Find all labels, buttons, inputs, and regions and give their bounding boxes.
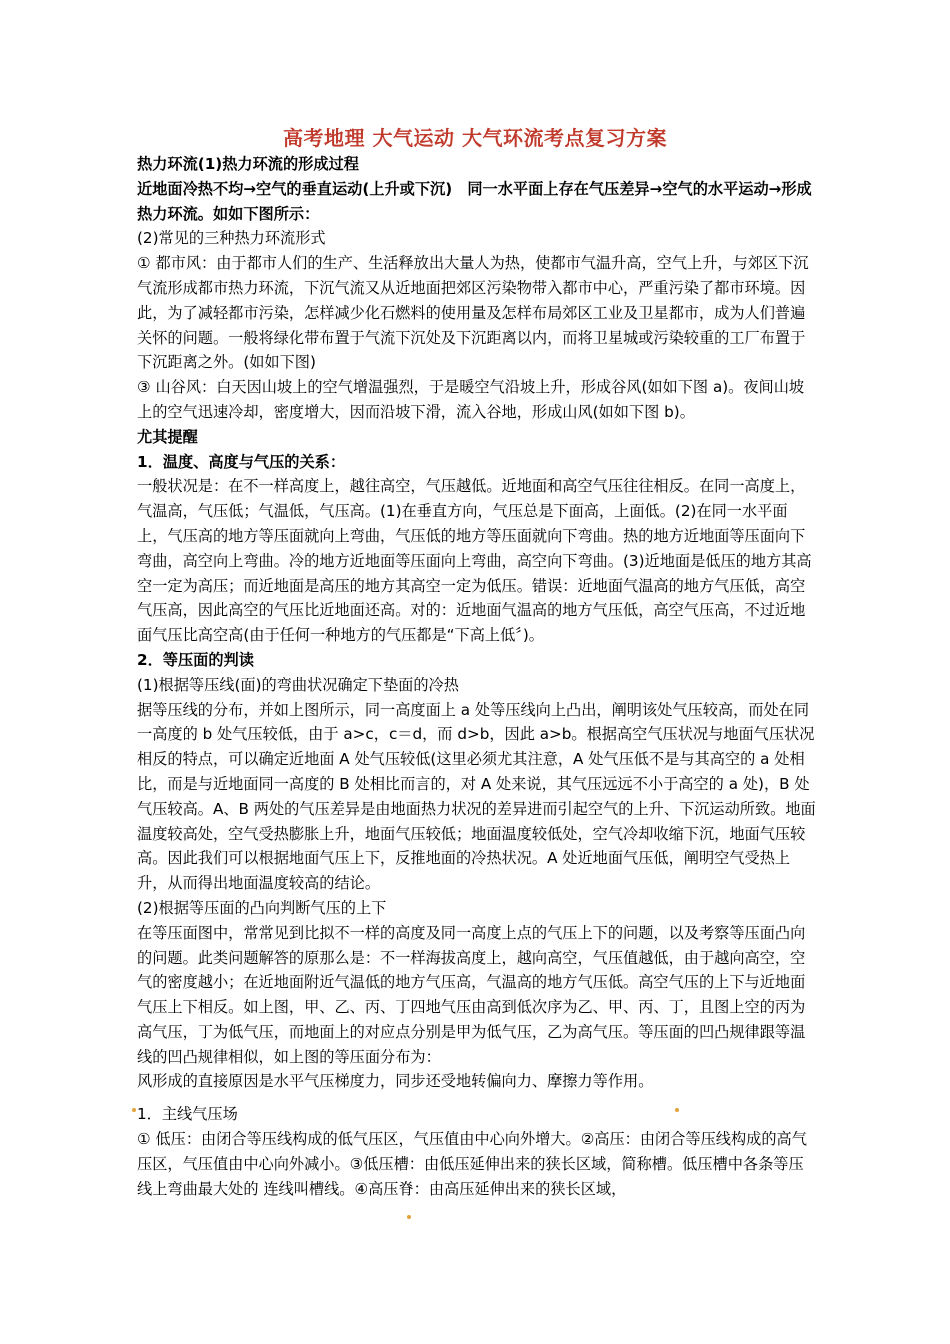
section-heading-thermal-circulation: 热力环流(1)热力环流的形成过程 (137, 155, 359, 173)
document-body (137, 152, 817, 1201)
edit-mark (407, 1215, 411, 1219)
paragraph-formation-process: 近地面冷热不均→空气的垂直运动(上升或下沉) 同一水平面上存在气压差异→空气的水平运动→形成热力环流。如如下图所示： (137, 179, 812, 223)
heading-temp-height-pressure: 1．温度、高度与气压的关系： (137, 452, 346, 471)
heading-isobaric-reading: 2．等压面的判读 (137, 650, 254, 669)
paragraph-isobaric-chart: 在等压面图中，常常见到比拟不一样的高度及同一高度上点的气压上下的问题，以及考察等压面凸向的问题。此类问题解答的原那么是：不一样海拔高度上，越向高空，气压值越低，由于越向高空，空气的密度越小；在近地面附近气温低的地方气压高，气温高的地方气压低。高空气压的上下与近地面气压上下相反。如上图，甲、乙、丙、丁四地气压由高到低次序为乙、甲、丙、丁，且图上空的丙为高气压，丁为低气压，而地面上的对应点分别是甲为低气压，乙为高气压。等压面的凹凸规律跟等温线的凹凸规律相似，如上图的等压面分布为： (137, 923, 806, 1066)
paragraph-wind-cause: 风形成的直接原因是水平气压梯度力，同步还受地转偏向力、摩擦力等作用。 (137, 1072, 654, 1091)
edit-mark (675, 1108, 679, 1112)
subheading-three-forms: (2)常见的三种热力环流形式 (137, 229, 326, 248)
heading-basic-pressure-field: 1．主线气压场 (137, 1105, 238, 1124)
paragraph-pressure-systems: ① 低压：由闭合等压线构成的低气压区，气压值由中心向外增大。②高压：由闭合等压线构成的高气压区，气压值由中心向外减小。③低压槽：由低压延伸出来的狭长区域，简称槽。低压槽中各条等压线上弯曲最大处的 连线叫槽线。④高压脊：由高压延伸出来的狭长区域， (137, 1130, 807, 1198)
paragraph-isobar-distribution: 据等压线的分布，并如上图所示，同一高度面上 a 处等压线向上凸出，阐明该处气压较高，而处在同一高度的 b 处气压较低，由于 a>c，c＝d，而 d>b，因此 a>b。根据高空气压状况与地面气压状况相反的特点，可以确定近地面 A 处气压较低(这里必须尤其注意，A 处气压低不是与其高空的 a 处相比，而是与近地面同一高度的 B 处相比而言的，对 A 处来说，其气压远远不小于高空的 a 处)，B 处气压较高。A、B 两处的气压差异是由地面热力状况的差异进而引起空气的上升、下沉运动所致。地面温度较高处，空气受热膨胀上升，地面气压较低；地面温度较低处，空气冷却收缩下沉，地面气压较高。因此我们可以根据地面气压上下，反推地面的冷热状况。A 处近地面气压低，阐明空气受热上升，从而得出地面温度较高的结论。 (137, 700, 816, 893)
subheading-isobar-bending: (1)根据等压线(面)的弯曲状况确定下垫面的冷热 (137, 675, 459, 694)
heading-special-reminder: 尤其提醒 (137, 427, 198, 446)
paragraph-valley-wind: ③ 山谷风：白天因山坡上的空气增温强烈，于是暖空气沿坡上升，形成谷风(如如下图 a)。夜间山坡上的空气迅速冷却，密度增大，因而沿坡下滑，流入谷地，形成山风(如如下图 b)。 (137, 378, 805, 421)
subheading-convex-direction: (2)根据等压面的凸向判断气压的上下 (137, 898, 387, 917)
edit-mark (132, 1108, 136, 1112)
paragraph-urban-wind: ① 都市风：由于都市人们的生产、生活释放出大量人为热，使都市气温升高，空气上升，与郊区下沉气流形成都市热力环流，下沉气流又从近地面把郊区污染物带入都市中心，严重污染了都市环境。因此，为了减轻都市污染，怎样减少化石燃料的使用量及怎样布局郊区工业及卫星都市，成为人们普遍关怀的问题。一般将绿化带布置于气流下沉处及下沉距离以内，而将卫星城或污染较重的工厂布置于下沉距离之外。(如如下图) (137, 254, 809, 372)
paragraph-general-situation: 一般状况是：在不一样高度上，越往高空，气压越低。近地面和高空气压往往相反。在同一高度上，气温高，气压低；气温低，气压高。(1)在垂直方向，气压总是下面高，上面低。(2)在同一水平面上，气压高的地方等压面就向上弯曲，气压低的地方等压面就向下弯曲。热的地方近地面等压面向下弯曲，高空向上弯曲。冷的地方近地面等压面向上弯曲，高空向下弯曲。(3)近地面是低压的地方其高空一定为高压；而近地面是高压的地方其高空一定为低压。错误：近地面气温高的地方气压低，高空气压高，因此高空的气压比近地面还高。对的：近地面气温高的地方气压低，高空气压高，不过近地面气压比高空高(由于任何一种地方的气压都是“下高上低〞)。 (137, 477, 812, 645)
document-title: 高考地理 大气运动 大气环流考点复习方案 (283, 126, 667, 150)
